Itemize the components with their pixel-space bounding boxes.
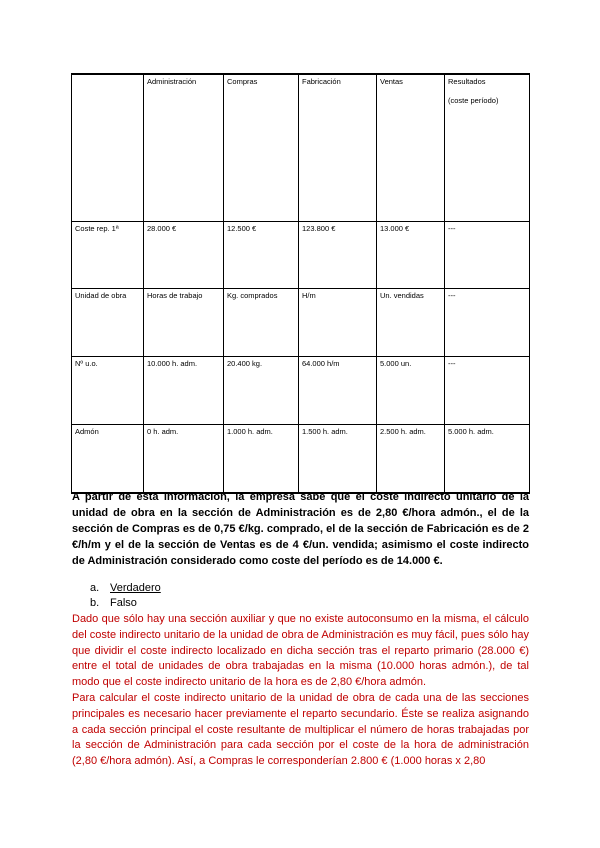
table-row (72, 222, 530, 289)
table-cell: 123.800 € (299, 222, 377, 289)
table-cell: 1.000 h. adm. (224, 425, 299, 494)
table-cell: 5.000 h. adm. (445, 425, 530, 494)
cost-table (71, 73, 530, 494)
explanation-text (72, 612, 529, 770)
table-cell: 1.500 h. adm. (299, 425, 377, 494)
table-cell: --- (445, 222, 530, 289)
explanation-paragraph: Dado que sólo hay una sección auxiliar y que no existe autoconsumo en la misma, el cálculo del coste indirecto unitario de la unidad de obra de Administración es muy fácil, pues sólo hay que dividir el coste indirecto localizado en dicha sección tras el reparto primario (28.000 €) entre el total de unidades de obra trabajadas en la misma (10.000 horas admón.), de tal modo que el coste indirecto unitario de la hora es de 2,80 €/hora admón. (72, 613, 529, 689)
option-a[interactable] (90, 581, 161, 596)
question-statement: A partir de esta información, la empresa sabe que el coste indirecto unitario de la unidad de obra en la sección de Administración es de 2,80 €/hora admón., el de la sección de Compras es de 0,75 €/kg. comprado, el de la sección de Fabricación es de 2 €/h/m y el de la sección de Ventas es de 4 €/un. vendida; asimismo el coste indirecto de Administración considerado como coste del período es de 14.000 €. (72, 491, 529, 567)
table-cell: 28.000 € (144, 222, 224, 289)
table-row-label: Admón (72, 425, 144, 494)
table-row-label: Unidad de obra (72, 289, 144, 357)
table-cell: 64.000 h/m (299, 357, 377, 425)
table-cell: 20.400 kg. (224, 357, 299, 425)
table-header-cell: Fabricación (299, 74, 377, 222)
table-cell: 0 h. adm. (144, 425, 224, 494)
table-header-cell: Compras (224, 74, 299, 222)
table-cell: H/m (299, 289, 377, 357)
header-results-sub: (coste período) (448, 95, 499, 105)
table-header-cell: Ventas (377, 74, 445, 222)
explanation-paragraph: Para calcular el coste indirecto unitario de la unidad de obra de cada una de las secciones principales es necesario hacer previamente el reparto secundario. Éste se realiza asignando a cada sección principal el coste resultante de multiplicar el número de horas trabajadas por la sección de Administración para cada sección por el coste de la hora de administración (2,80 €/hora admón). Así, a Compras le corresponderían 2.800 € (1.000 horas x 2,80 (72, 691, 529, 768)
table-row-label: Nº u.o. (72, 357, 144, 425)
option-letter: a. (90, 582, 100, 594)
table-cell: 5.000 un. (377, 357, 445, 425)
table-header-cell: Administración (144, 74, 224, 222)
table-header-cell (445, 74, 530, 222)
option-letter: b. (90, 597, 100, 609)
option-label: Falso (110, 597, 137, 609)
table-cell: 2.500 h. adm. (377, 425, 445, 494)
table-cell: Un. vendidas (377, 289, 445, 357)
table-cell: --- (445, 289, 530, 357)
table-row (72, 357, 530, 425)
header-results-label: Resultados (448, 77, 486, 86)
table-cell: Horas de trabajo (144, 289, 224, 357)
table-cell (72, 74, 144, 222)
option-label: Verdadero (110, 582, 161, 594)
table-row (72, 425, 530, 494)
table-cell: Kg. comprados (224, 289, 299, 357)
table-header-row (72, 74, 530, 222)
table-row-label: Coste rep. 1ª (72, 222, 144, 289)
table-cell: 10.000 h. adm. (144, 357, 224, 425)
option-b[interactable] (90, 596, 161, 611)
table-cell: --- (445, 357, 530, 425)
table-cell: 12.500 € (224, 222, 299, 289)
table-cell: 13.000 € (377, 222, 445, 289)
table-row (72, 289, 530, 357)
answer-options (90, 581, 161, 611)
